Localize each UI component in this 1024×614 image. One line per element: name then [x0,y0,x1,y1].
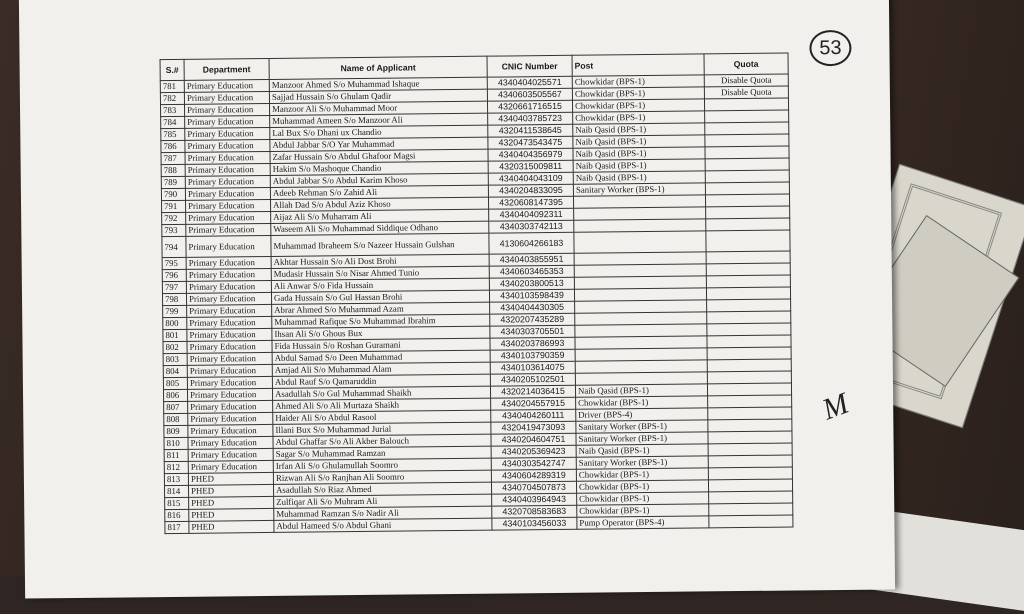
cell-cnic: 4340303705501 [490,325,575,338]
cell-sno: 797 [162,281,186,293]
column-header-name: Name of Applicant [269,56,487,79]
cell-department: Primary Education [187,352,272,365]
cell-cnic: 4320207435289 [490,313,575,326]
cell-sno: 786 [161,140,185,152]
cell-name: Abrar Ahmed S/o Muhammad Azam [272,302,490,316]
cell-quota [704,98,788,111]
cell-department: Primary Education [186,292,271,305]
cell-cnic: 4340404092311 [489,208,574,221]
cell-name: Manzoor Ahmed S/o Muhammad Ishaque [269,77,487,91]
cell-sno: 781 [160,80,184,92]
cell-sno: 805 [163,377,187,389]
cell-post: Naib Qasid (BPS-1) [573,135,705,148]
cell-sno: 801 [163,329,187,341]
cell-sno: 783 [161,104,185,116]
cell-name: Muhammad Ramzan S/o Nadir Ali [274,506,492,520]
cell-name: Zulfiqar Ali S/o Muhram Ali [274,494,492,508]
cell-post: Chowkidar (BPS-1) [576,396,708,409]
cell-cnic: 4340203786993 [490,337,575,350]
cell-cnic: 4340604289319 [491,469,576,482]
cell-cnic: 4340103456033 [492,517,577,530]
cell-post [574,231,706,253]
cell-department: Primary Education [187,316,272,329]
cell-quota [705,194,789,207]
cell-sno: 809 [164,425,188,437]
cell-cnic: 4320419473093 [491,421,576,434]
table-body [160,74,793,534]
cell-name: Amjad Ali S/o Muhammad Alam [272,362,490,376]
cell-quota [709,491,793,504]
cell-name: Haider Ali S/o Abdul Rasool [273,410,491,424]
cell-department: Primary Education [186,235,271,257]
cell-post: Sanitary Worker (BPS-1) [576,420,708,433]
cell-quota [708,395,792,408]
cell-sno: 799 [163,305,187,317]
cell-name: Abdul Samad S/o Deen Muhammad [272,350,490,364]
cell-post: Naib Qasid (BPS-1) [573,159,705,172]
cell-cnic: 4340204833095 [488,184,573,197]
cell-cnic: 4340403785723 [488,112,573,125]
cell-quota [706,230,790,252]
cell-sno: 816 [165,509,189,521]
cell-sno: 810 [164,437,188,449]
cell-name: Abdul Jabbar S/o Abdul Karim Khoso [270,173,488,187]
cell-department: Primary Education [185,163,270,176]
cell-cnic: 4320708583683 [492,505,577,518]
cell-department: Primary Education [186,280,271,293]
cell-post: Naib Qasid (BPS-1) [573,123,705,136]
cell-name: Rizwan Ali S/o Ranjhan Ali Soomro [273,470,491,484]
cell-cnic: 4340403855951 [489,253,574,266]
cell-sno: 806 [163,389,187,401]
cell-department: Primary Education [186,199,271,212]
cell-sno: 802 [163,341,187,353]
cell-quota [709,515,793,528]
cell-quota [708,455,792,468]
cell-cnic: 4340404430305 [490,301,575,314]
cell-quota [706,206,790,219]
cell-quota [707,299,791,312]
cell-quota [706,263,790,276]
cell-name: Zafar Hussain S/o Abdul Ghafoor Magsi [270,149,488,163]
cell-quota [706,218,790,231]
cell-cnic: 4340204604751 [491,433,576,446]
cell-department: Primary Education [188,412,273,425]
cell-department: PHED [189,496,274,509]
cell-department: Primary Education [185,139,270,152]
cell-department: PHED [188,484,273,497]
cell-quota: Disable Quota [704,74,788,87]
cell-post: Chowkidar (BPS-1) [577,492,709,505]
cell-post: Sanitary Worker (BPS-1) [576,456,708,469]
cell-post: Sanitary Worker (BPS-1) [576,432,708,445]
cell-name: Adeeb Rehman S/o Zahid Ali [270,185,488,199]
cell-cnic: 4340603465353 [489,265,574,278]
cell-sno: 796 [162,269,186,281]
page-number: 53 [809,30,851,66]
column-header-department: Department [184,58,269,80]
cell-name: Sajjad Hussain S/o Ghulam Qadir [269,89,487,103]
cell-quota [707,311,791,324]
cell-name: Fida Hussain S/o Roshan Guramani [272,338,490,352]
cell-department: Primary Education [187,304,272,317]
cell-name: Ali Anwar S/o Fida Hussain [271,278,489,292]
cell-post: Naib Qasid (BPS-1) [573,147,705,160]
cell-name: Waseem Ali S/o Muhammad Siddique Odhano [271,221,489,235]
cell-post: Naib Qasid (BPS-1) [575,384,707,397]
cell-sno: 792 [162,212,186,224]
cell-department: Primary Education [188,448,273,461]
cell-department: Primary Education [186,268,271,281]
cell-cnic: 4340204557915 [491,397,576,410]
document-sheet [19,0,895,599]
cell-name: Aijaz Ali S/o Muharram Ali [271,209,489,223]
cell-quota [708,443,792,456]
cell-sno: 817 [165,521,189,533]
cell-sno: 794 [162,236,186,257]
column-header-cnic: CNIC Number [487,55,572,77]
cell-sno: 815 [165,497,189,509]
cell-department: PHED [188,472,273,485]
cell-cnic: 4340403964943 [492,493,577,506]
cell-cnic: 4340404025571 [487,76,572,89]
cell-sno: 787 [161,152,185,164]
cell-department: Primary Education [187,340,272,353]
cell-cnic: 4320315009811 [488,160,573,173]
cell-post: Chowkidar (BPS-1) [572,99,704,112]
cell-name: Muhammad Rafique S/o Muhammad Ibrahim [272,314,490,328]
cell-department: Primary Education [186,223,271,236]
cell-department: Primary Education [188,400,273,413]
cell-cnic: 4340404043109 [488,172,573,185]
cell-quota [709,503,793,516]
cell-sno: 791 [162,200,186,212]
cell-quota [707,383,791,396]
cell-post: Chowkidar (BPS-1) [577,504,709,517]
cell-quota [705,182,789,195]
cell-cnic: 4340103790359 [490,349,575,362]
cell-sno: 812 [164,461,188,473]
cell-cnic: 4340303542747 [491,457,576,470]
column-header-sno: S.# [160,59,184,80]
cell-quota [707,371,791,384]
cell-quota [705,110,789,123]
cell-name: Illani Bux S/o Muhammad Jurial [273,422,491,436]
cell-post: Chowkidar (BPS-1) [576,468,708,481]
cell-post: Sanitary Worker (BPS-1) [573,183,705,196]
cell-sno: 798 [162,293,186,305]
cell-post: Chowkidar (BPS-1) [576,480,708,493]
cell-quota [707,335,791,348]
cell-cnic: 4320411538645 [488,124,573,137]
cell-department: Primary Education [188,436,273,449]
cell-quota [708,431,792,444]
cell-department: Primary Education [185,175,270,188]
cell-sno: 785 [161,128,185,140]
cell-cnic: 4130604266183 [489,232,574,254]
cell-cnic: 4340603505567 [487,88,572,101]
cell-sno: 782 [160,92,184,104]
cell-name: Muhammad Ibraheem S/o Nazeer Hussain Gulshan [271,233,489,256]
cell-quota [708,479,792,492]
cell-sno: 803 [163,353,187,365]
cell-sno: 807 [164,401,188,413]
cell-department: Primary Education [187,376,272,389]
cell-cnic: 4340203800513 [489,277,574,290]
cell-sno: 795 [162,257,186,269]
cell-name: Ihsan Ali S/o Ghous Bux [272,326,490,340]
cell-post: Chowkidar (BPS-1) [573,111,705,124]
cell-cnic: 4320473543475 [488,136,573,149]
cell-post: Naib Qasid (BPS-1) [576,444,708,457]
cell-cnic: 4320608147395 [488,196,573,209]
cell-quota [708,467,792,480]
cell-department: Primary Education [188,424,273,437]
column-header-post: Post [572,54,704,76]
cell-post: Pump Operator (BPS-4) [577,516,709,529]
cell-post: Chowkidar (BPS-1) [572,87,704,100]
cell-cnic: 4320661716515 [487,100,572,113]
cell-post: Chowkidar (BPS-1) [572,75,704,88]
cell-cnic: 4340404260111 [491,409,576,422]
cell-name: Abdul Jabbar S/O Yar Muhammad [270,137,488,151]
cell-quota [706,251,790,264]
cell-sno: 800 [163,317,187,329]
cell-name: Asadullah S/o Gul Muhammad Shaikh [272,386,490,400]
cell-cnic: 4340103598439 [489,289,574,302]
cell-quota [705,158,789,171]
cell-department: PHED [189,508,274,521]
cell-sno: 814 [164,485,188,497]
cell-cnic: 4340205102501 [490,373,575,386]
cell-quota: Disable Quota [704,86,788,99]
cell-quota [707,359,791,372]
cell-name: Gada Hussain S/o Gul Hassan Brohi [271,290,489,304]
cell-cnic: 4340404356979 [488,148,573,161]
cell-department: Primary Education [184,91,269,104]
cell-sno: 788 [161,164,185,176]
cell-name: Akhtar Hussain S/o Ali Dost Brohi [271,254,489,268]
cell-quota [707,323,791,336]
cell-cnic: 4340103614075 [490,361,575,374]
cell-quota [708,419,792,432]
cell-department: Primary Education [185,151,270,164]
cell-name: Manzoor Ali S/o Muhammad Moor [269,101,487,115]
cell-quota [706,275,790,288]
cell-name: Hakim S/o Mashoque Chandio [270,161,488,175]
cell-quota [705,134,789,147]
cell-name: Sagar S/o Muhammad Ramzan [273,446,491,460]
cell-quota [708,407,792,420]
cell-quota [707,347,791,360]
cell-department: PHED [189,520,274,533]
cell-department: Primary Education [185,127,270,140]
cell-department: Primary Education [188,460,273,473]
cell-department: Primary Education [186,256,271,269]
cell-post: Driver (BPS-4) [576,408,708,421]
cell-cnic: 4320214036415 [490,385,575,398]
cell-cnic: 4340704507873 [491,481,576,494]
cell-department: Primary Education [184,79,269,92]
cell-sno: 793 [162,224,186,236]
cell-department: Primary Education [187,388,272,401]
cell-quota [706,287,790,300]
cell-sno: 813 [164,473,188,485]
cell-name: Irfan Ali S/o Ghulamullah Soomro [273,458,491,472]
cell-sno: 790 [161,188,185,200]
cell-quota [705,122,789,135]
handwritten-mark: M [818,386,854,427]
column-header-quota: Quota [704,53,788,75]
cell-sno: 811 [164,449,188,461]
cell-department: Primary Education [185,115,270,128]
cell-cnic: 4340205369423 [491,445,576,458]
cell-name: Asadullah S/o Riaz Ahmed [273,482,491,496]
applicant-table [160,53,794,535]
cell-sno: 789 [161,176,185,188]
cell-quota [705,146,789,159]
cell-sno: 804 [163,365,187,377]
cell-name: Abdul Hameed S/o Abdul Ghani [274,518,492,532]
cell-department: Primary Education [186,211,271,224]
cell-name: Lal Bux S/o Dhani ux Chandio [270,125,488,139]
cell-department: Primary Education [184,103,269,116]
cell-department: Primary Education [187,364,272,377]
cell-name: Ahmed Ali S/o Ali Murtaza Shaikh [273,398,491,412]
cell-name: Muhammad Ameen S/o Manzoor Ali [270,113,488,127]
cell-sno: 784 [161,116,185,128]
cell-quota [705,170,789,183]
cell-department: Primary Education [187,328,272,341]
cell-name: Mudasir Hussain S/o Nisar Ahmed Tunio [271,266,489,280]
cell-name: Abdul Rauf S/o Qamaruddin [272,374,490,388]
cell-name: Abdul Ghaffar S/o Ali Akber Balouch [273,434,491,448]
cell-cnic: 4340303742113 [489,220,574,233]
cell-sno: 808 [164,413,188,425]
cell-post: Naib Qasid (BPS-1) [573,171,705,184]
cell-name: Allah Dad S/o Abdul Aziz Khoso [270,197,488,211]
cell-department: Primary Education [185,187,270,200]
